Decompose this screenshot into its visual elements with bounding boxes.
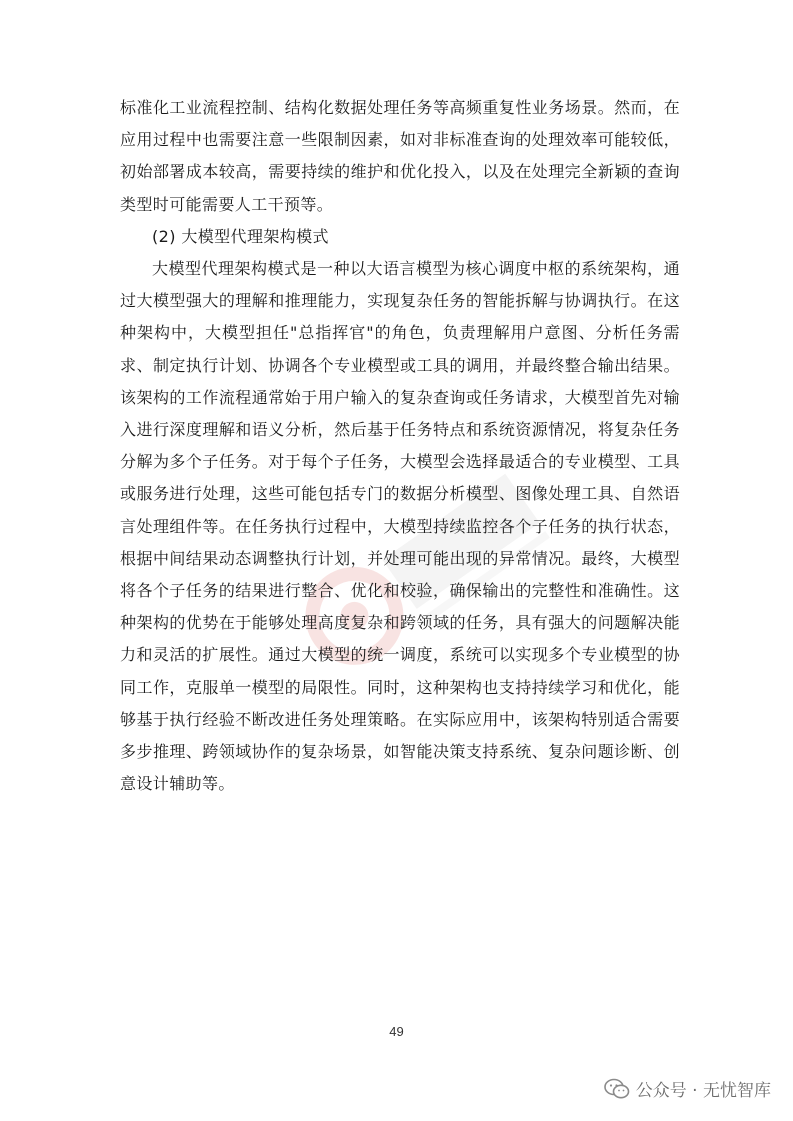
paragraph-agent-architecture: 大模型代理架构模式是一种以大语言模型为核心调度中枢的系统架构，通过大模型强大的理解和推理能力，实现复杂任务的智能拆解与协调执行。在这种架构中，大模型担任"总指挥官"的角色，负责理解用户意图、分析任务需求、制定执行计划、协调各个专业模型或工具的调用，并最终整合输出结果。该架构的工作流程通常始于用户输入的复杂查询或任务请求，大模型首先对输入进行深度理解和语义分析，然后基于任务特点和系统资源情况，将复杂任务分解为多个子任务。对于每个子任务，大模型会选择最适合的专业模型、工具或服务进行处理，这些可能包括专门的数据分析模型、图像处理工具、自然语言处理组件等。在任务执行过程中，大模型持续监控各个子任务的执行状态，根据中间结果动态调整执行计划，并处理可能出现的异常情况。最终，大模型将各个子任务的结果进行整合、优化和校验，确保输出的完整性和准确性。这种架构的优势在于能够处理高度复杂和跨领域的任务，具有强大的问题解决能力和灵活的扩展性。通过大模型的统一调度，系统可以实现多个专业模型的协同工作，克服单一模型的局限性。同时，这种架构也支持持续学习和优化，能够基于执行经验不断改进任务处理策略。在实际应用中，该架构特别适合需要多步推理、跨领域协作的复杂场景，如智能决策支持系统、复杂问题诊断、创意设计辅助等。 [120,259,680,794]
paragraph-continued: 标准化工业流程控制、结构化数据处理任务等高频重复性业务场景。然而，在应用过程中也需要注意一些限制因素，如对非标准查询的处理效率可能较低，初始部署成本较高，需要持续的维护和优化投入，以及在处理完全新颖的查询类型时可能需要人工干预等。 [120,98,680,214]
wechat-icon [604,1078,630,1100]
footer-brand [604,1076,771,1101]
section-heading: (2) 大模型代理架构模式 [152,226,329,246]
document-body [120,92,680,800]
page-number: 49 [389,1024,404,1039]
footer-brand-label: 公众号 · 无忧智库 [635,1081,771,1101]
